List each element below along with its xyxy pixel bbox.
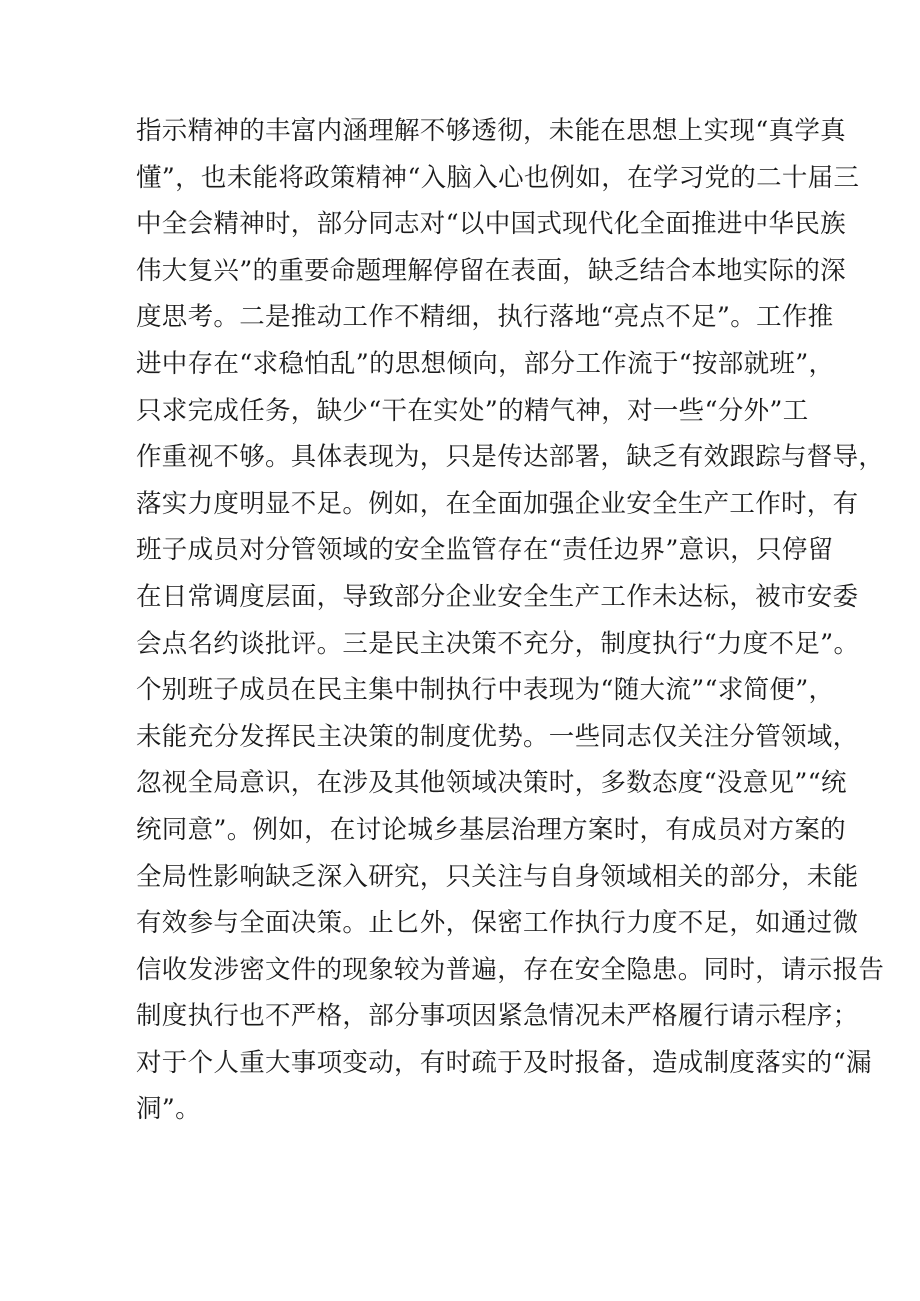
text-line-11: 在日常调度层面，导致部分企业安全生产工作未达标，被市安委 xyxy=(136,581,859,612)
text-line-9: 落实力度明显不足。例如，在全面加强企业安全生产工作时，有 xyxy=(136,488,859,519)
text-line-18: 有效参与全面决策。止匕外，保密工作执行力度不足，如通过微 xyxy=(136,908,859,939)
text-line-2: 懂”，也未能将政策精神“入脑入心也例如，在学习党的二十届三 xyxy=(136,162,860,193)
text-line-16: 统同意”。例如，在讨论城乡基层治理方案时，有成员对方案的 xyxy=(136,814,846,845)
text-line-5: 度思考。二是推动工作不精细，执行落地“亮点不足”。工作推 xyxy=(136,302,834,333)
body-paragraph xyxy=(136,108,885,1133)
text-line-1: 指示精神的丰富内涵理解不够透彻，未能在思想上实现“真学真 xyxy=(136,116,846,146)
text-line-3: 中全会精神时，部分同志对“以中国式现代化全面推进中华民族 xyxy=(136,209,846,240)
text-line-8: 作重视不够。具体表现为，只是传达部署，缺乏有效跟踪与督导， xyxy=(136,442,885,473)
text-line-15: 忽视全局意识，在涉及其他领域决策时，多数态度“没意见”“统 xyxy=(136,768,847,799)
text-line-17: 全局性影响缺乏深入研究，只关注与自身领域相关的部分，未能 xyxy=(136,861,859,892)
text-line-4: 伟大复兴”的重要命题理解停留在表面，缺乏结合本地实际的深 xyxy=(136,255,846,286)
text-line-10: 班子成员对分管领域的安全监管存在“责任边界”意识，只停留 xyxy=(136,535,834,566)
text-line-19: 信收发涉密文件的现象较为普遍，存在安全隐患。同时，请示报告 xyxy=(136,954,885,985)
text-line-14: 未能充分发挥民主决策的制度优势。一些同志仅关注分管领域， xyxy=(136,721,859,752)
text-line-22: 洞”。 xyxy=(136,1094,201,1125)
text-line-12: 会点名约谈批评。三是民主决策不充分，制度执行“力度不足”。 xyxy=(136,628,860,659)
text-line-21: 对于个人重大事项变动，有时疏于及时报备，造成制度落实的“漏 xyxy=(136,1047,872,1078)
text-line-20: 制度执行也不严格，部分事项因紧急情况未严格履行请示程序； xyxy=(136,1001,859,1032)
text-line-13: 个别班子成员在民主集中制执行中表现为“随大流”“求简便”， xyxy=(136,675,835,706)
text-line-7: 只求完成任务，缺少“干在实处”的精气神，对一些“分外”工 xyxy=(136,395,809,426)
text-line-6: 进中存在“求稳怕乱”的思想倾向，部分工作流于“按部就班”， xyxy=(136,348,835,379)
